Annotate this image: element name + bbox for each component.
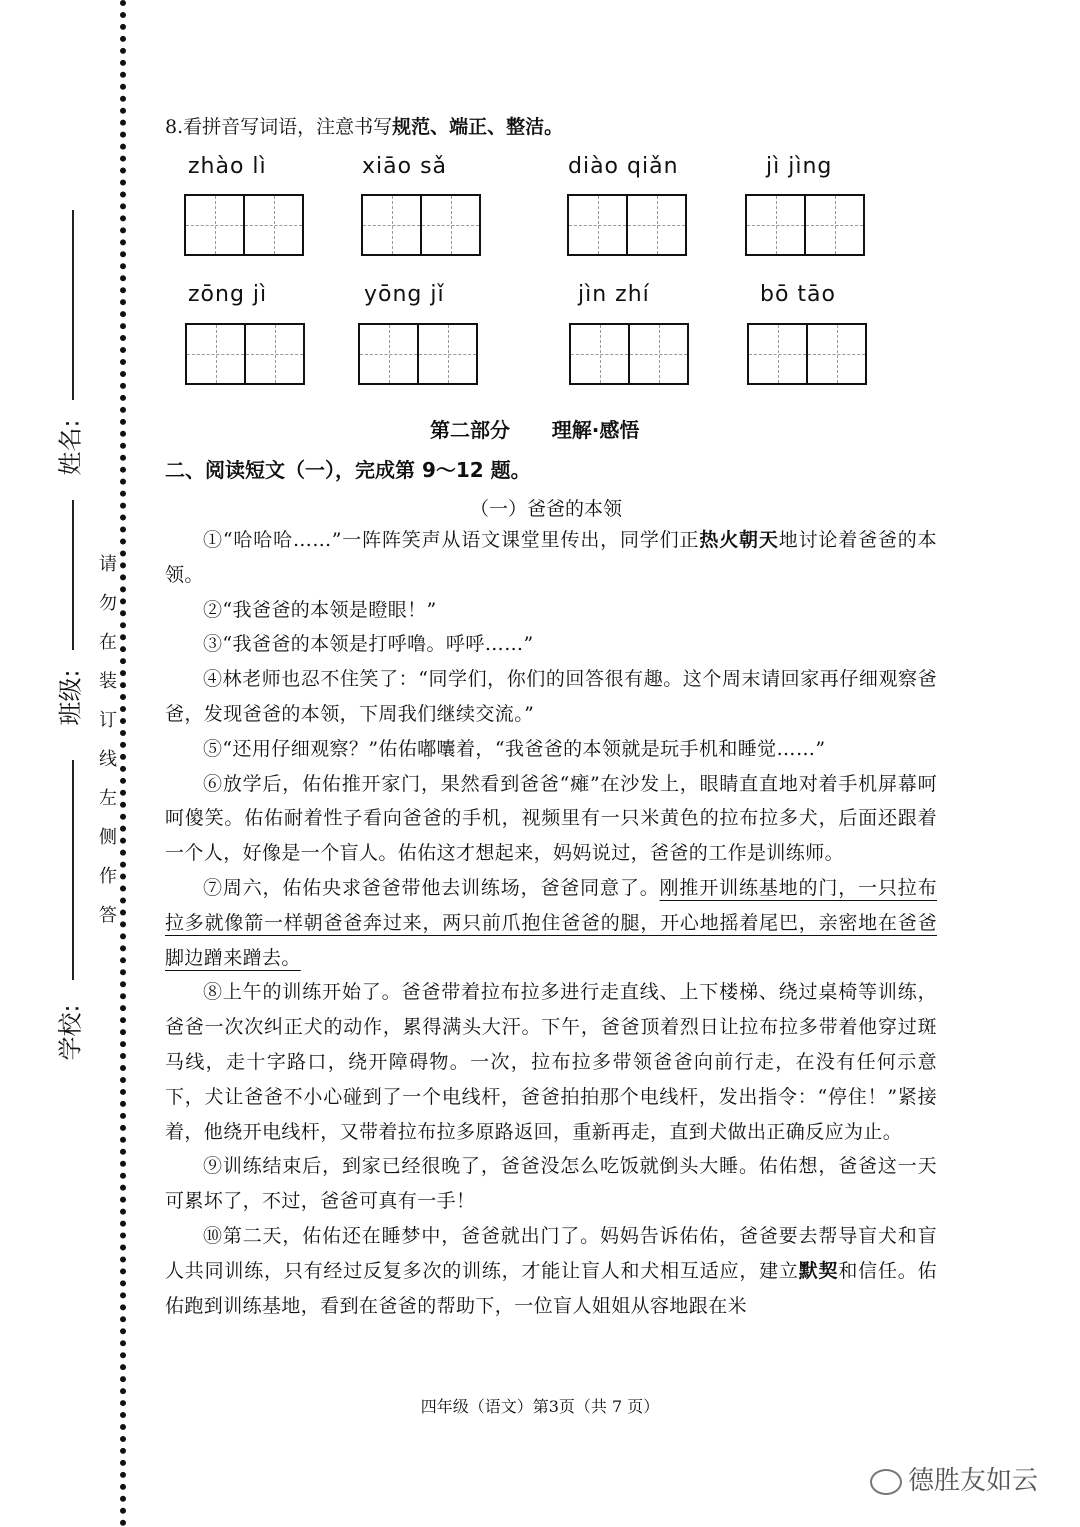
note-char: 作	[99, 866, 117, 887]
note-char: 线	[99, 749, 117, 770]
note-char: 在	[99, 632, 117, 653]
page-footer: 四年级（语文）第3页（共 7 页）	[420, 1397, 660, 1416]
writing-grid[interactable]	[358, 323, 478, 385]
paragraph-10: ⑩第二天，佑佑还在睡梦中，爸爸就出门了。妈妈告诉佑佑，爸爸要去帮导盲犬和盲人共同训练，只有经过反复多次的训练，才能让盲人和犬相互适应，建立默契和信任。佑佑跑到训练基地，看到在爸爸的帮助下，一位盲人姐姐从容地跟在米	[165, 1224, 937, 1317]
paragraph-2: ②“我爸爸的本领是瞪眼！”	[203, 598, 437, 621]
pinyin-3: diào qiǎn	[568, 154, 679, 179]
writing-grid[interactable]	[745, 194, 865, 256]
reading-passage	[165, 523, 937, 1323]
paragraph-5: ⑤“还用仔细观察？”佑佑嘟囔着，“我爸爸的本领就是玩手机和睡觉……”	[203, 737, 826, 760]
note-char: 装	[99, 671, 117, 692]
name-label: 姓名:	[56, 419, 85, 476]
pinyin-1: zhào lì	[188, 154, 267, 179]
note-char: 左	[99, 788, 117, 809]
writing-grid[interactable]	[569, 323, 689, 385]
name-blank-line	[72, 210, 74, 400]
school-label: 学校:	[56, 1004, 85, 1061]
paragraph-1: ①“哈哈哈……”一阵阵笑声从语文课堂里传出，同学们正热火朝天地讨论着爸爸的本领。	[165, 529, 938, 586]
binding-dotted-line	[120, 0, 126, 1527]
note-char: 勿	[99, 593, 117, 614]
writing-grid[interactable]	[184, 194, 304, 256]
paragraph-7: ⑦周六，佑佑央求爸爸带他去训练场，爸爸同意了。刚推开训练基地的门，一只拉布拉多就像箭一样朝爸爸奔过来，两只前爪抱住爸爸的腿，开心地摇着尾巴，亲密地在爸爸脚边蹭来蹭去。	[165, 876, 937, 969]
pinyin-8: bō tāo	[760, 282, 836, 307]
paragraph-9: ⑨训练结束后，到家已经很晚了，爸爸没怎么吃饭就倒头大睡。佑佑想，爸爸这一天可累坏了，不过，爸爸可真有一手！	[165, 1155, 937, 1213]
note-char: 请	[99, 554, 117, 575]
pinyin-5: zōng jì	[188, 282, 268, 307]
underlined-sentence: 刚推开训练基地的门，一只拉布拉多就像箭一样朝爸爸奔过来，两只前爪抱住爸爸的腿，开心地摇着尾巴，亲密地在爸爸脚边蹭来蹭去。	[165, 876, 937, 969]
pinyin-6: yōng jǐ	[364, 282, 445, 307]
part-title: 第二部分 理解·感悟	[430, 418, 640, 442]
writing-grid[interactable]	[185, 323, 305, 385]
class-label: 班级:	[56, 669, 85, 726]
paragraph-8: ⑧上午的训练开始了。爸爸带着拉布拉多进行走直线、上下楼梯、绕过桌椅等训练，爸爸一次次纠正犬的动作，累得满头大汗。下午，爸爸顶着烈日让拉布拉多带着他穿过斑马线，走十字路口，绕开障碍物。一次，拉布拉多带领爸爸向前行走，在没有任何示意下，犬让爸爸不小心碰到了一个电线杆，爸爸拍拍那个电线杆，发出指令：“停住！”紧接着，他绕开电线杆，又带着拉布拉多原路返回，重新再走，直到犬做出正确反应为止。	[165, 981, 937, 1143]
paragraph-4: ④林老师也忍不住笑了：“同学们，你们的回答很有趣。这个周末请回家再仔细观察爸爸，发现爸爸的本领，下周我们继续交流。”	[165, 668, 937, 725]
writing-grid[interactable]	[361, 194, 481, 256]
note-char: 答	[99, 905, 117, 926]
pinyin-4: jì jìng	[766, 154, 833, 179]
question-8-instruction: 8.看拼音写词语，注意书写规范、端正、整洁。	[165, 116, 564, 138]
paragraph-3: ③“我爸爸的本领是打呼噜。呼呼……”	[203, 633, 534, 656]
writing-grid[interactable]	[747, 323, 867, 385]
chat-icon	[870, 1469, 902, 1495]
pinyin-7: jìn zhí	[578, 282, 650, 307]
highlight-word: 热火朝天	[699, 529, 779, 551]
note-char: 侧	[99, 827, 117, 848]
paragraph-6: ⑥放学后，佑佑推开家门，果然看到爸爸“瘫”在沙发上，眼睛直直地对着手机屏幕呵呵傻笑。佑佑耐着性子看向爸爸的手机，视频里有一只米黄色的拉布拉多犬，后面还跟着一个人，好像是一个盲人。佑佑这才想起来，妈妈说过，爸爸的工作是训练师。	[165, 772, 937, 865]
emphasis-text: 规范、端正、整洁。	[392, 116, 564, 138]
class-blank-line	[72, 500, 74, 650]
story-title: （一）爸爸的本领	[470, 498, 623, 520]
section-instruction: 二、阅读短文（一），完成第 9～12 题。	[165, 458, 531, 482]
pinyin-2: xiāo sǎ	[362, 154, 448, 179]
writing-grid[interactable]	[567, 194, 687, 256]
binding-note	[96, 545, 120, 935]
school-blank-line	[72, 760, 74, 980]
note-char: 订	[99, 710, 117, 731]
highlight-word: 默契	[798, 1259, 839, 1282]
watermark: 德胜友如云	[870, 1460, 1038, 1497]
